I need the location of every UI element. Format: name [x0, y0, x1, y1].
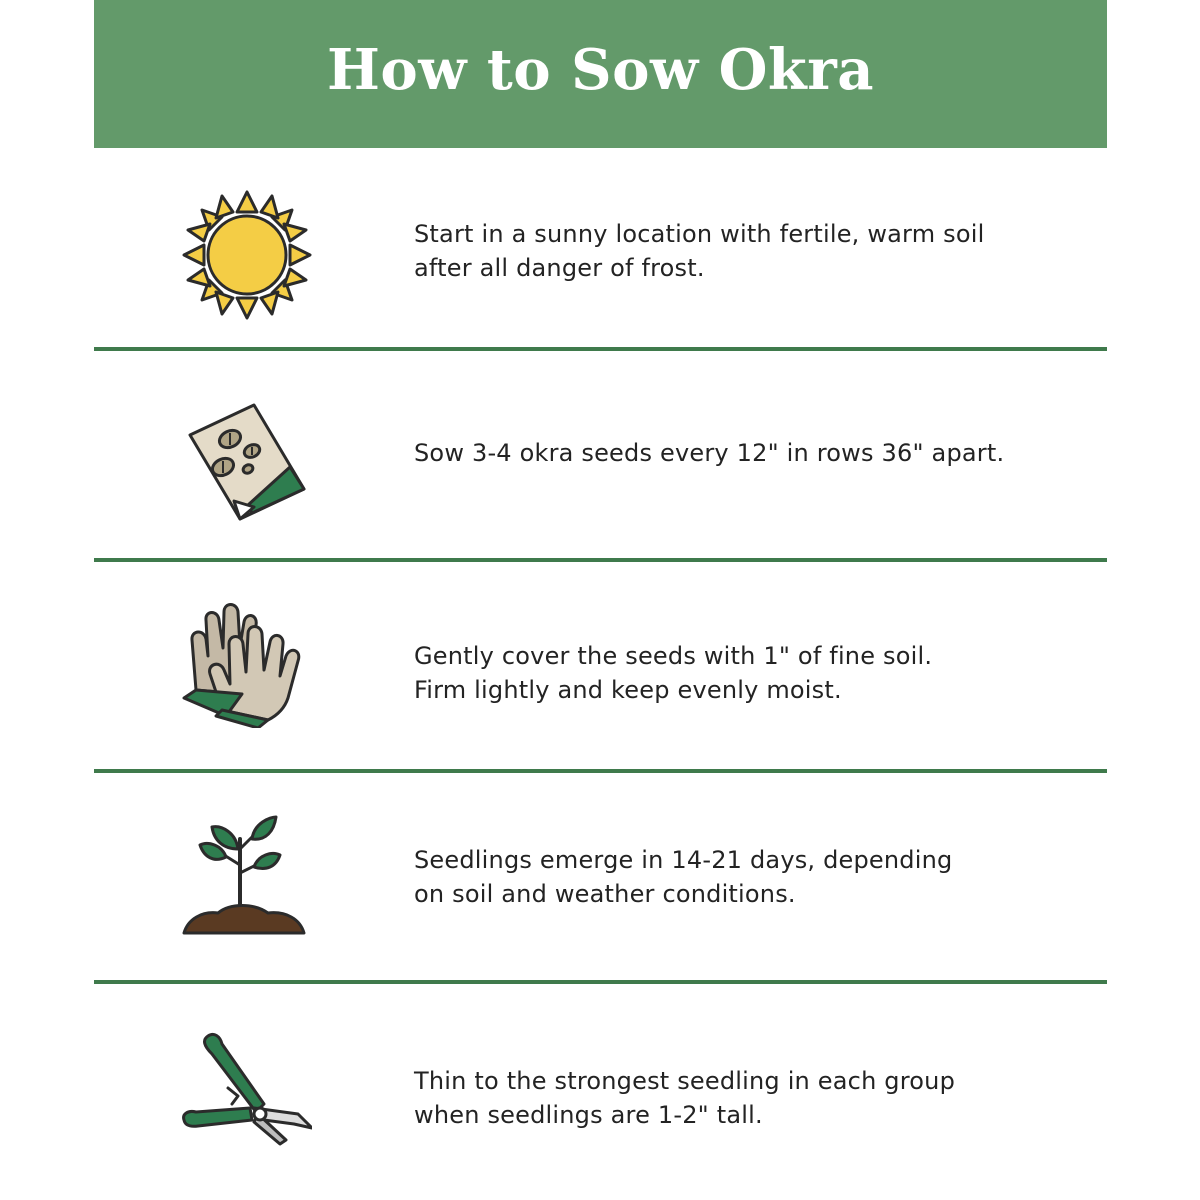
step-3-line-2: Firm lightly and keep evenly moist. [414, 676, 842, 704]
pruning-shears-icon [182, 1028, 312, 1158]
seed-packet-icon [182, 397, 312, 527]
page-title: How to Sow Okra [326, 37, 875, 103]
step-5-line-2: when seedlings are 1-2" tall. [414, 1101, 763, 1129]
step-1-line-1: Start in a sunny location with fertile, warm soil [414, 220, 985, 248]
sun-icon [182, 190, 312, 320]
step-4-line-2: on soil and weather conditions. [414, 880, 796, 908]
step-3-line-1: Gently cover the seeds with 1" of fine soil. [414, 642, 933, 670]
gloves-icon [182, 598, 312, 728]
step-5-text [414, 1064, 1054, 1132]
step-1 [94, 148, 1107, 348]
title-banner [94, 0, 1107, 148]
step-2 [94, 351, 1107, 559]
step-2-text [414, 436, 1054, 470]
step-3-text [414, 639, 1054, 707]
step-2-line-1: Sow 3-4 okra seeds every 12" in rows 36" apart. [414, 439, 1005, 467]
step-4-text [414, 843, 1054, 911]
step-4-line-1: Seedlings emerge in 14-21 days, depending [414, 846, 953, 874]
step-1-text [414, 217, 1054, 285]
step-5-line-1: Thin to the strongest seedling in each group [414, 1067, 956, 1095]
step-1-line-2: after all danger of frost. [414, 254, 705, 282]
step-4 [94, 773, 1107, 981]
step-3 [94, 562, 1107, 770]
step-5 [94, 984, 1107, 1200]
seedling-icon [182, 809, 312, 939]
infographic-panel [94, 0, 1107, 1200]
